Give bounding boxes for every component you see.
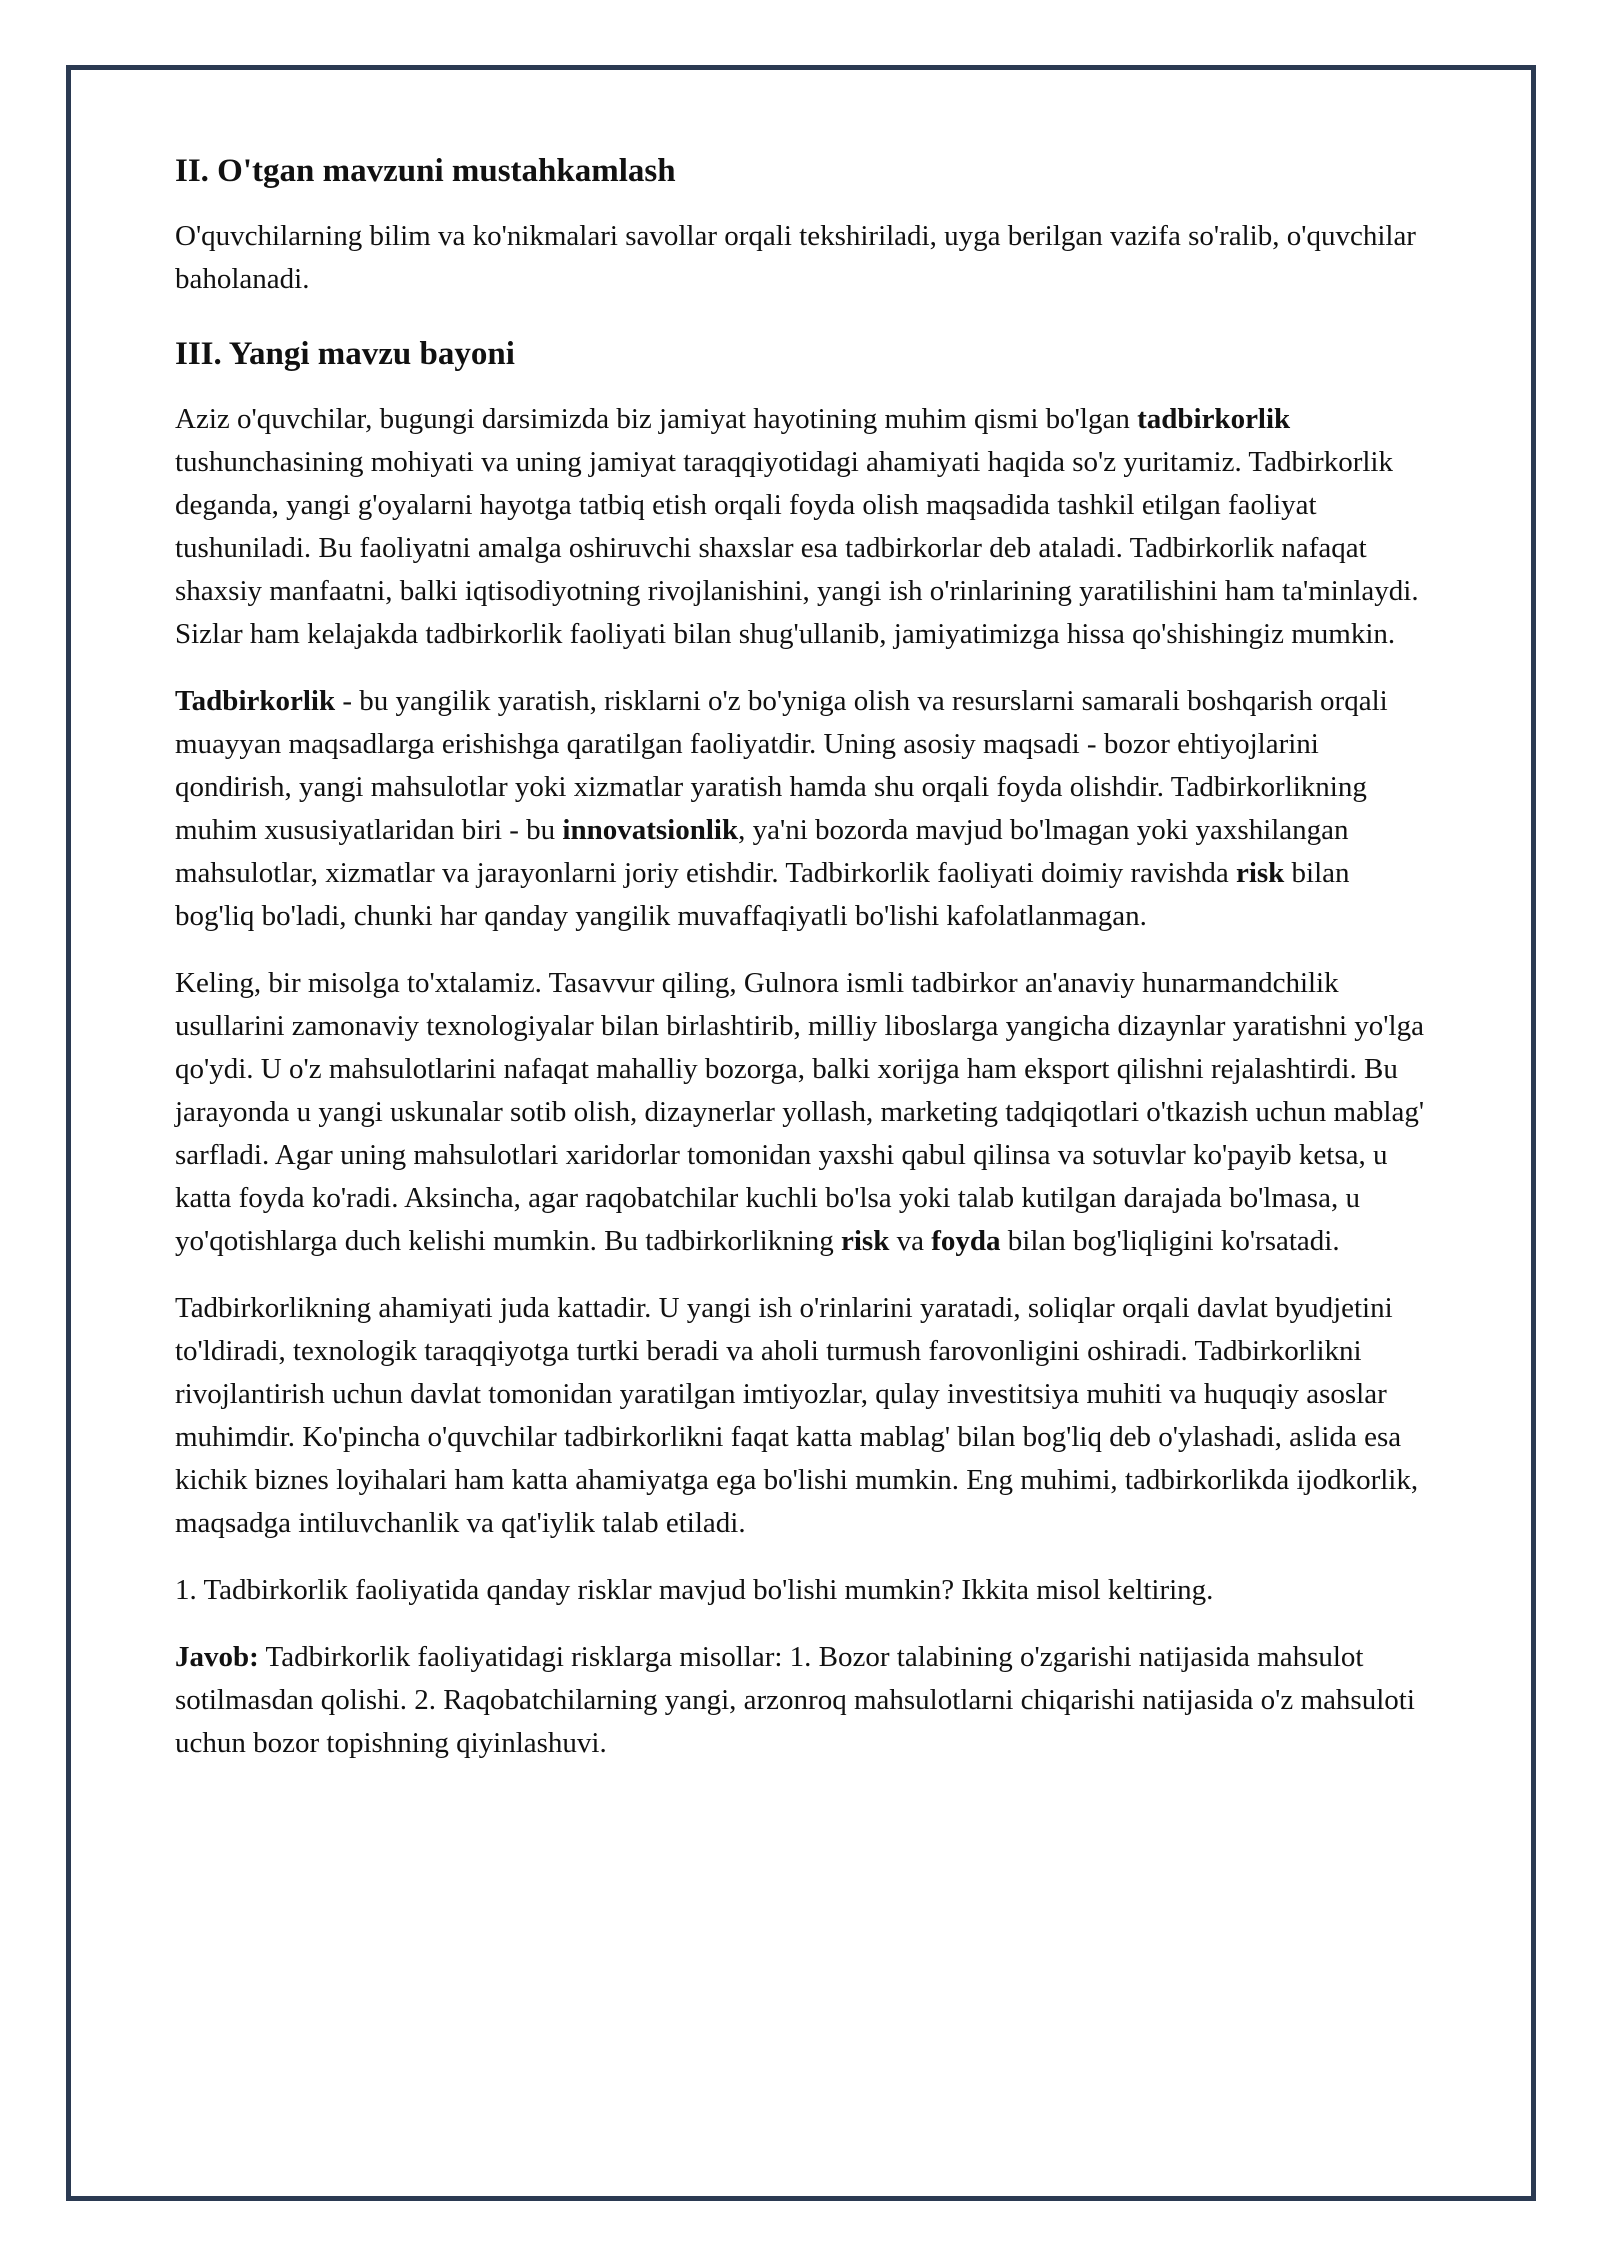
paragraph-importance: Tadbirkorlikning ahamiyati juda kattadir. U yangi ish o'rinlarini yaratadi, soliqlar orqali davlat byudjetini to'ldiradi, texnologik taraqqiyotga turtki beradi va aholi turmush farovonligini oshiradi. Tadbirkorlikni rivojlantirish uchun davlat tomonidan yaratilgan imtiyozlar, qulay investitsiya muhiti va huquqiy asoslar muhimdir. Ko'pincha o'quvchilar tadbirkorlikni faqat katta mablag' bilan bog'liq deb o'ylashadi, aslida esa kichik biznes loyihalari ham katta ahamiyatga ega bo'lishi mumkin. Eng muhimi, tadbirkorlikda ijodkorlik, maqsadga intiluvchanlik va qat'iylik talab etiladi. — [175, 1291, 1419, 1539]
section-3-heading: III. Yangi mavzu bayoni — [175, 335, 515, 372]
term-tadbirkorlik: tadbirkorlik — [1137, 402, 1291, 435]
answer-label: Javob: — [175, 1640, 259, 1673]
document-body — [175, 150, 1430, 1789]
paragraph-definition: Tadbirkorlik - bu yangilik yaratish, risklarni o'z bo'yniga olish va resurslarni samarali boshqarish orqali muayyan maqsadlarga erishishga qaratilgan faoliyatdir. Uning asosiy maqsadi - bozor ehtiyojlarini qondirish, yangi mahsulotlar yoki xizmatlar yaratish hamda shu orqali foyda olishdir. Tadbirkorlikning muhim xususiyatlaridan biri - bu innovatsionlik, ya'ni bozorda mavjud bo'lmagan yoki yaxshilangan mahsulotlar, xizmatlar va jarayonlarni joriy etishdir. Tadbirkorlik faoliyati doimiy ravishda risk bilan bog'liq bo'ladi, chunki har qanday yangilik muvaffaqiyatli bo'lishi kafolatlanmagan. — [175, 684, 1388, 932]
section-2-text: O'quvchilarning bilim va ko'nikmalari savollar orqali tekshiriladi, uyga berilgan vazifa so'ralib, o'quvchilar baholanadi. — [175, 219, 1416, 295]
term-tadbirkorlik: Tadbirkorlik — [175, 684, 336, 717]
question: 1. Tadbirkorlik faoliyatida qanday risklar mavjud bo'lishi mumkin? Ikkita misol keltiring. — [175, 1573, 1214, 1606]
paragraph-example: Keling, bir misolga to'xtalamiz. Tasavvur qiling, Gulnora ismli tadbirkor an'anaviy hunarmandchilik usullarini zamonaviy texnologiyalar bilan birlashtirib, milliy liboslarga yangicha dizaynlar yaratishni yo'lga qo'ydi. U o'z mahsulotlarini nafaqat mahalliy bozorga, balki xorijga ham eksport qilishni rejalashtirdi. Bu jarayonda u yangi uskunalar sotib olish, dizaynerlar yollash, marketing tadqiqotlari o'tkazish uchun mablag' sarfladi. Agar uning mahsulotlari xaridorlar tomonidan yaxshi qabul qilinsa va sotuvlar ko'payib ketsa, u katta foyda ko'radi. Aksincha, agar raqobatchilar kuchli bo'lsa yoki talab kutilgan darajada bo'lmasa, u yo'qotishlarga duch kelishi mumkin. Bu tadbirkorlikning risk va foyda bilan bog'liqligini ko'rsatadi. — [175, 966, 1425, 1257]
paragraph-intro: Aziz o'quvchilar, bugungi darsimizda biz jamiyat hayotining muhim qismi bo'lgan tadbirkorlik tushunchasining mohiyati va uning jamiyat taraqqiyotidagi ahamiyati haqida so'z yuritamiz. Tadbirkorlik deganda, yangi g'oyalarni hayotga tatbiq etish orqali foyda olish maqsadida tashkil etilgan faoliyat tushuniladi. Bu faoliyatni amalga oshiruvchi shaxslar esa tadbirkorlar deb ataladi. Tadbirkorlik nafaqat shaxsiy manfaatni, balki iqtisodiyotning rivojlanishini, yangi ish o'rinlarining yaratilishini ham ta'minlaydi. Sizlar ham kelajakda tadbirkorlik faoliyati bilan shug'ullanib, jamiyatimizga hissa qo'shishingiz mumkin. — [175, 402, 1419, 650]
term-risk: risk — [841, 1224, 890, 1257]
answer: Javob: Tadbirkorlik faoliyatidagi risklarga misollar: 1. Bozor talabining o'zgarishi natijasida mahsulot sotilmasdan qolishi. 2. Raqobatchilarning yangi, arzonroq mahsulotlarni chiqarishi natijasida o'z mahsuloti uchun bozor topishning qiyinlashuvi. — [175, 1640, 1415, 1759]
term-innovatsionlik: innovatsionlik — [562, 813, 739, 846]
term-foyda: foyda — [931, 1224, 1001, 1257]
section-2-heading: II. O'tgan mavzuni mustahkamlash — [175, 153, 676, 189]
term-risk: risk — [1235, 856, 1285, 889]
